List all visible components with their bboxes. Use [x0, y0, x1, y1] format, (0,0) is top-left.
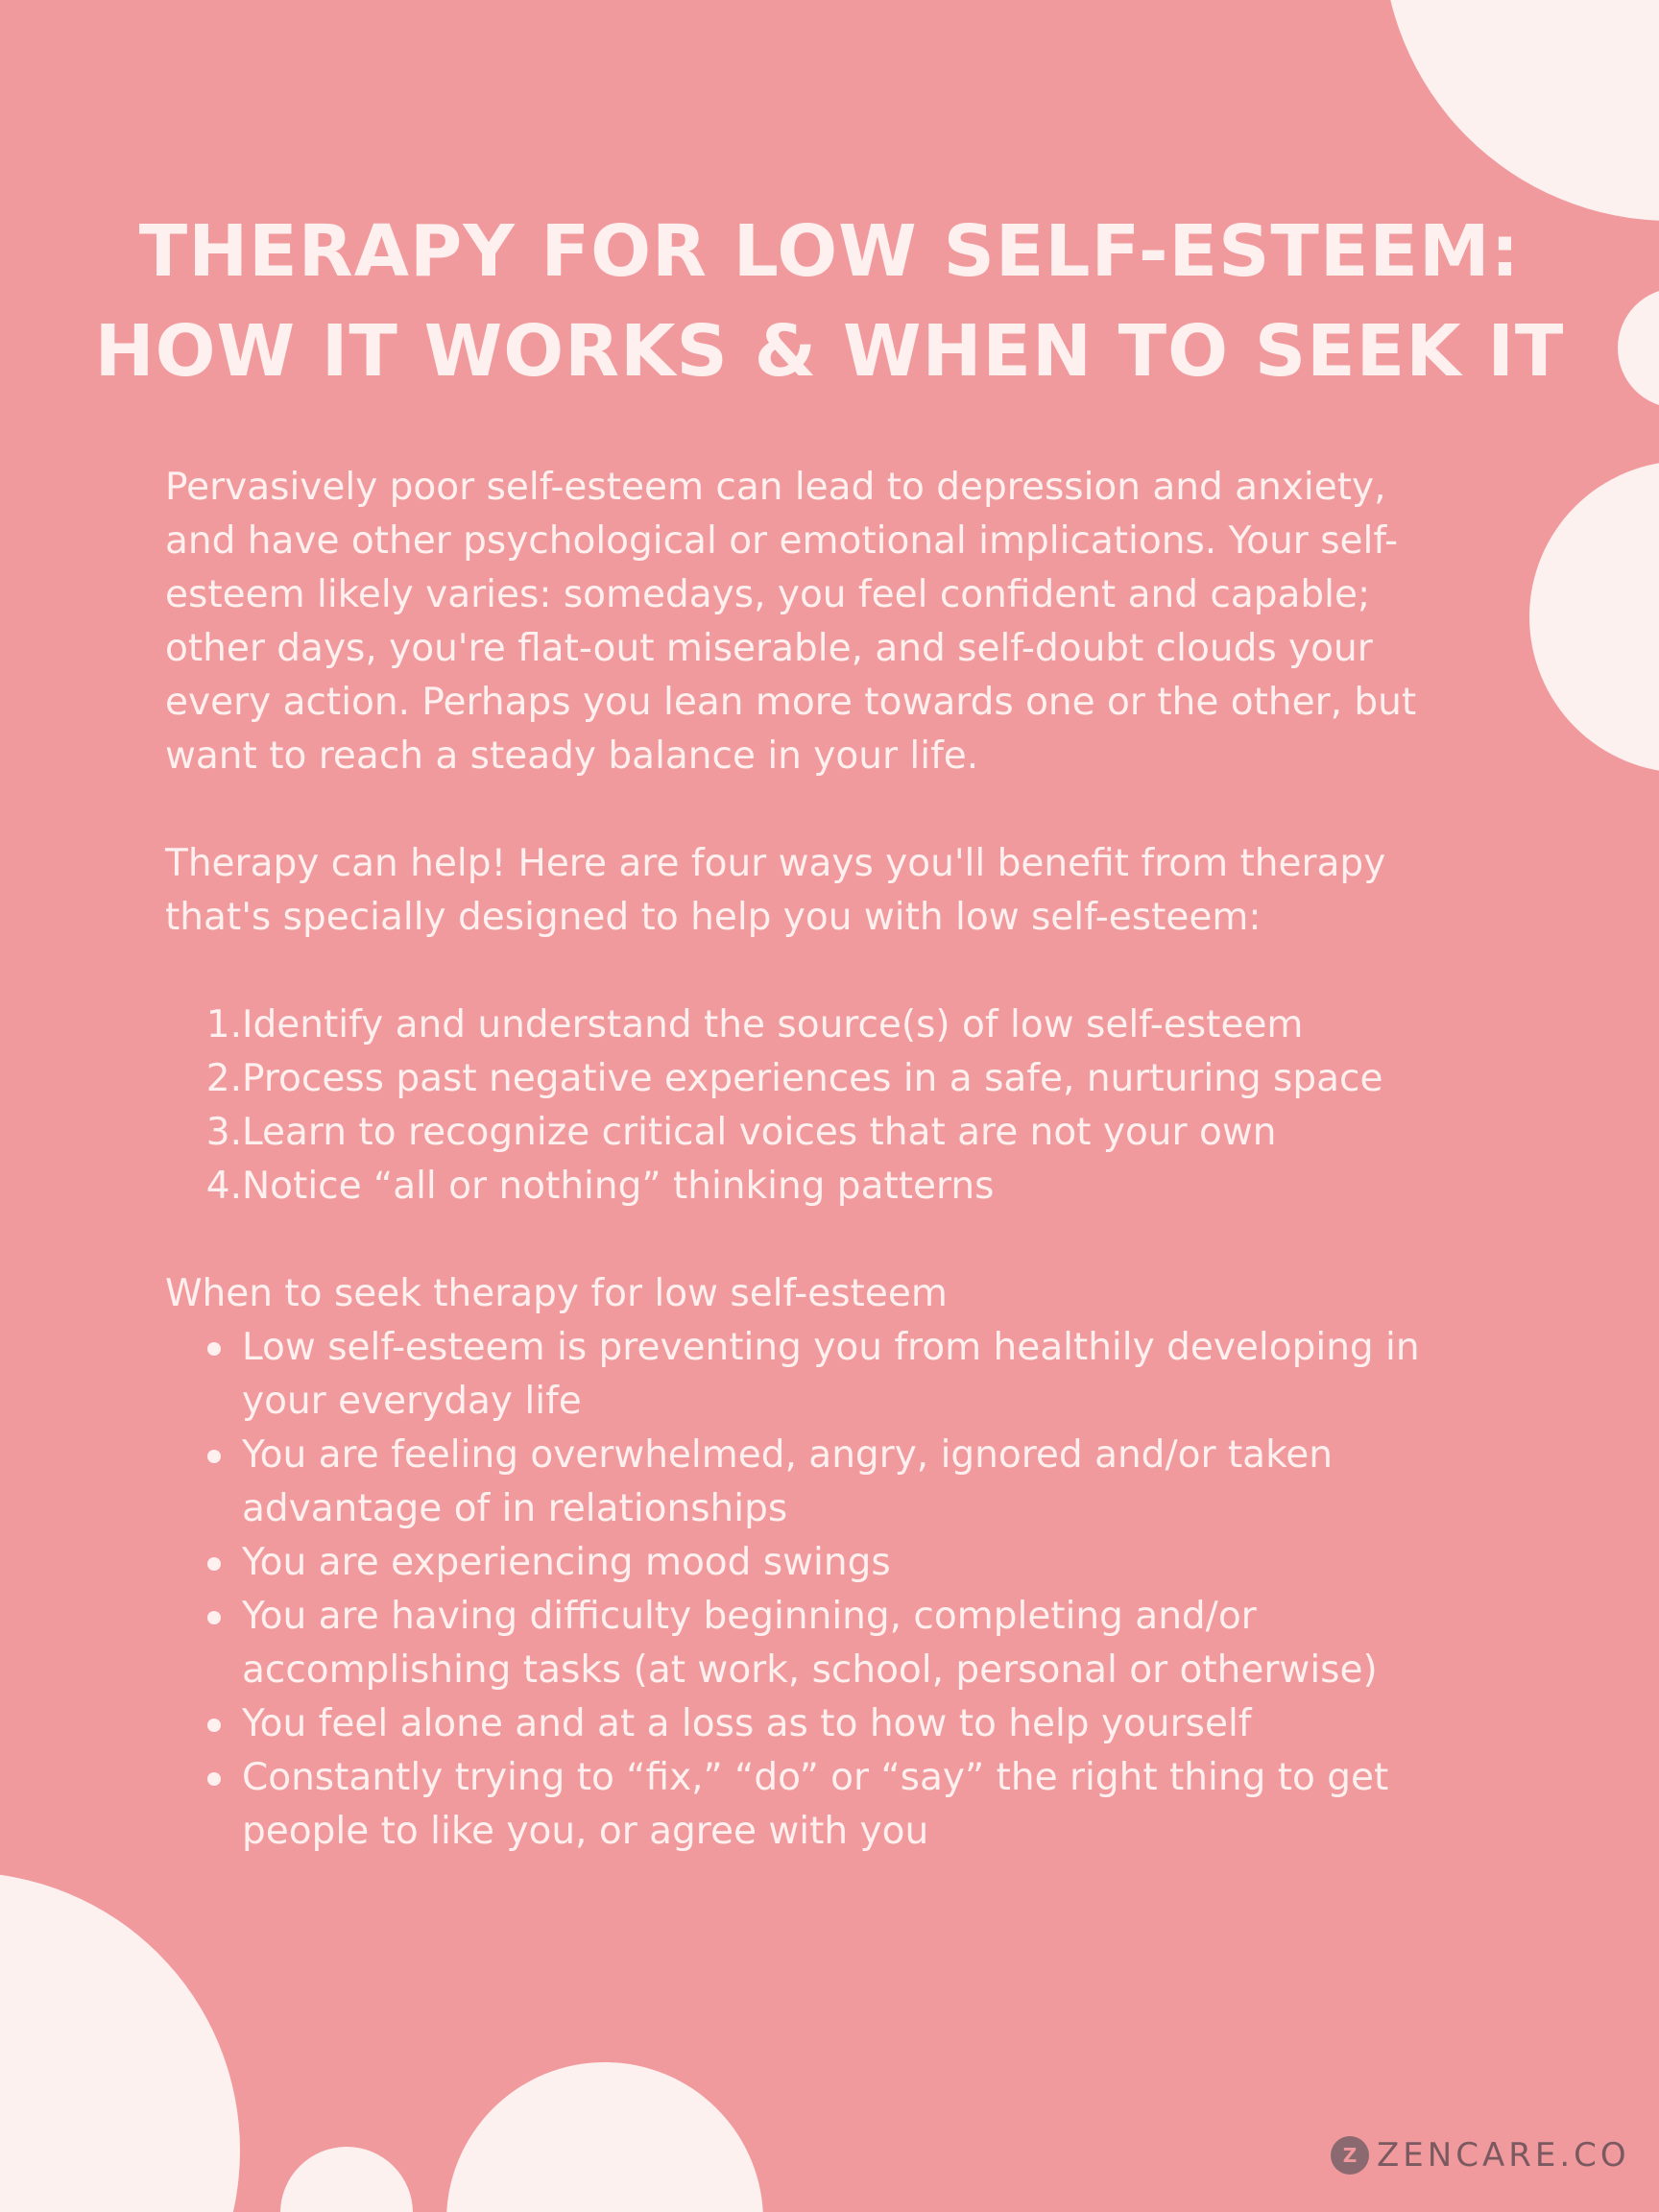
- list-item: [165, 1429, 1480, 1536]
- list-item-line: accomplishing tasks (at work, school, personal or otherwise): [242, 1648, 1378, 1692]
- list-item-line: You are having difficulty beginning, completing and/or: [242, 1595, 1257, 1638]
- list-item-line: people to like you, or agree with you: [242, 1810, 929, 1853]
- list-item: [165, 1160, 1480, 1214]
- intro-line: and have other psychological or emotional implications. Your self-: [165, 519, 1399, 563]
- list-item: [165, 1052, 1480, 1106]
- list-item-line: your everyday life: [242, 1380, 582, 1423]
- brand-logo[interactable]: [1331, 2136, 1630, 2175]
- intro-line: every action. Perhaps you lean more towards one or the other, but: [165, 681, 1417, 724]
- list-item: [165, 1321, 1480, 1429]
- lead-line: that's specially designed to help you with low self-esteem:: [165, 896, 1262, 939]
- decorative-circle-right-large: [1529, 461, 1659, 773]
- decorative-circle-bottom-middle: [446, 2062, 763, 2212]
- bullet-icon: [207, 1450, 221, 1463]
- bullet-icon: [207, 1611, 221, 1624]
- decorative-circle-bottom-left: [0, 1872, 240, 2212]
- bullet-icon: [207, 1342, 221, 1356]
- when-list: [165, 1321, 1480, 1859]
- list-item: [165, 1590, 1480, 1697]
- intro-line: want to reach a steady balance in your life.: [165, 734, 979, 778]
- title-line-2: HOW IT WORKS & WHEN TO SEEK IT: [94, 310, 1565, 393]
- list-item-line: You are experiencing mood swings: [242, 1541, 891, 1584]
- intro-paragraph: [165, 461, 1480, 783]
- list-item: [165, 1106, 1480, 1160]
- decorative-circle-top-right: [1382, 0, 1659, 221]
- decorative-circle-right-small: [1618, 288, 1659, 408]
- list-item: [165, 998, 1480, 1052]
- when-heading: When to seek therapy for low self-esteem: [165, 1272, 948, 1315]
- list-item-line: advantage of in relationships: [242, 1487, 788, 1530]
- brand-name: ZENCARE.CO: [1377, 2136, 1630, 2175]
- list-item-line: Low self-esteem is preventing you from healthily developing in: [242, 1326, 1420, 1369]
- title-line-1: THERAPY FOR LOW SELF-ESTEEM:: [138, 210, 1521, 293]
- decorative-circle-bottom-small: [280, 2147, 413, 2212]
- list-number: 4.: [205, 1165, 242, 1208]
- list-number: 3.: [205, 1111, 242, 1154]
- list-item-text: Learn to recognize critical voices that are not your own: [242, 1111, 1277, 1154]
- list-item: [165, 1751, 1480, 1859]
- list-item-line: You feel alone and at a loss as to how to help yourself: [242, 1702, 1252, 1745]
- bullet-icon: [207, 1557, 221, 1571]
- bullet-icon: [207, 1772, 221, 1786]
- list-item: [165, 1697, 1480, 1751]
- bullet-icon: [207, 1719, 221, 1732]
- article-body: [165, 461, 1480, 1859]
- list-item-text: Process past negative experiences in a safe, nurturing space: [242, 1057, 1383, 1100]
- intro-line: Pervasively poor self-esteem can lead to depression and anxiety,: [165, 466, 1386, 509]
- lead-line: Therapy can help! Here are four ways you'll benefit from therapy: [165, 842, 1386, 885]
- benefits-list: [165, 998, 1480, 1214]
- list-number: 1.: [205, 1003, 242, 1046]
- page-title: [58, 202, 1601, 401]
- list-item: [165, 1536, 1480, 1590]
- list-item-text: Notice “all or nothing” thinking patterns: [242, 1165, 995, 1208]
- list-number: 2.: [205, 1057, 242, 1100]
- list-item-line: You are feeling overwhelmed, angry, ignored and/or taken: [242, 1433, 1333, 1477]
- intro-line: other days, you're flat-out miserable, and self-doubt clouds your: [165, 627, 1373, 670]
- list-item-line: Constantly trying to “fix,” “do” or “say” the right thing to get: [242, 1756, 1389, 1799]
- list-item-text: Identify and understand the source(s) of low self-esteem: [242, 1003, 1304, 1046]
- zencare-logo-icon: Z: [1331, 2136, 1369, 2175]
- lead-paragraph: [165, 837, 1480, 945]
- intro-line: esteem likely varies: somedays, you feel confident and capable;: [165, 573, 1371, 616]
